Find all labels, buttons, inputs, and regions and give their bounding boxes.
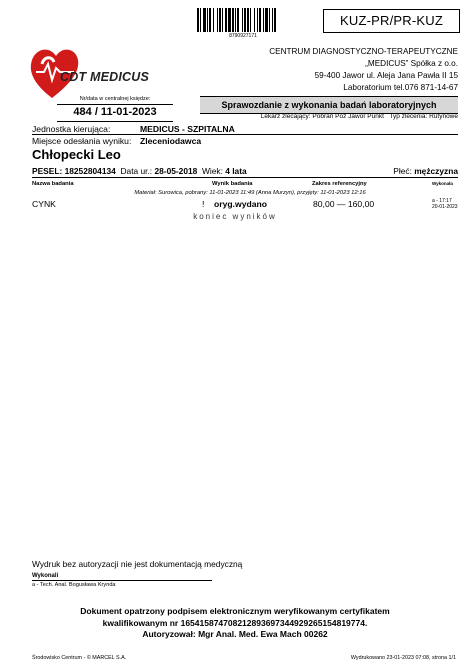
registry-value: 484 / 11-01-2023 <box>73 106 157 118</box>
divider <box>32 177 458 178</box>
logo-text: CDT MEDICUS <box>60 70 150 84</box>
order-type: Typ zlecenia: Rutynowe <box>389 113 458 120</box>
end-of-results: koniec wyników <box>193 212 277 221</box>
cert-line1: Dokument opatrzony podpisem elektronicznym weryfikowanym certyfikatem <box>80 606 390 616</box>
test-name: CYNK <box>32 199 56 209</box>
pesel-label: PESEL: <box>32 166 63 176</box>
print-info: Wydrukowano 23-01-2023 07:08, strona 1/1 <box>350 655 456 661</box>
registry-label: Nr/data w centralnej księdze: <box>79 96 151 102</box>
age-label: Wiek: <box>201 166 223 176</box>
ordering-doctor: Lekarz zlecający: Pobrań Poz Jawor Punkt <box>260 113 384 120</box>
result-flag: ! <box>202 199 205 209</box>
reference-range: 80,00 — 160,00 <box>313 199 375 209</box>
divider <box>32 134 458 135</box>
authorization-note: Wydruk bez autoryzacji nie jest dokumentacją medyczną <box>32 559 243 569</box>
center-info <box>269 46 458 94</box>
dob-label: Data ur.: <box>120 166 153 176</box>
cert-authorizer: Autoryzował: Mgr Anal. Med. Ewa Mach 00262 <box>142 629 328 639</box>
pesel-value: 18252804134 <box>64 166 116 176</box>
barcode-number: 8790927171 <box>229 33 257 39</box>
dob-value: 28-05-2018 <box>154 166 198 176</box>
barcode <box>197 8 289 32</box>
center-name-line2: „MEDICUS” Spółka z o.o. <box>365 59 458 68</box>
age-value: 4 lata <box>225 166 247 176</box>
patient-name: Chłopecki Leo <box>32 147 121 162</box>
material-info: Materiał: Surowica, pobrany: 11-01-2023 11:49 (Anna Murzyn), przyjęty: 11-01-2023 12:16 <box>134 190 366 196</box>
unit-label: Jednostka kierująca: <box>32 124 111 134</box>
divider <box>32 580 212 581</box>
unit-value: MEDICUS - SZPITALNA <box>140 124 235 134</box>
divider <box>57 121 173 122</box>
center-phone: Laboratorium tel.076 871-14-67 <box>343 83 458 92</box>
destination-value: Zleceniodawca <box>140 136 202 146</box>
center-name-line1: CENTRUM DIAGNOSTYCZNO-TERAPEUTYCZNE <box>269 47 458 56</box>
divider <box>57 104 173 105</box>
report-subtitle <box>200 113 458 120</box>
document-code: KUZ-PR/PR-KUZ <box>323 9 460 33</box>
destination-label: Miejsce odesłania wyniku: <box>32 136 132 146</box>
sex-label: Płeć: <box>393 166 412 176</box>
sex-info <box>393 166 458 176</box>
performers-label: Wykonali <box>32 573 59 579</box>
result-value: oryg.wydano <box>214 199 268 209</box>
col-header-name: Nazwa badania <box>32 181 74 187</box>
performer-date: 20-01-2023 <box>432 204 458 210</box>
certificate-block <box>0 606 470 641</box>
sex-value: mężczyzna <box>414 166 458 176</box>
col-header-performer: Wykonała <box>432 181 453 186</box>
software-credit: Środowisko Centrum - © MARCEL S.A. <box>32 655 127 661</box>
patient-info <box>32 166 247 176</box>
cert-line2: kwalifikowanym nr 165415874708212893697344929265154819774. <box>102 617 368 628</box>
col-header-range: Zakres referencyjny <box>312 181 367 187</box>
center-address: 59-400 Jawor ul. Aleja Jana Pawła II 15 <box>314 71 458 80</box>
performer-name: a - Tech. Anal. Bogusława Krynda <box>32 582 116 588</box>
col-header-result: Wynik badania <box>212 181 253 187</box>
performer-time: a - 17:17 <box>432 198 452 204</box>
report-title: Sprawozdanie z wykonania badań laboratoryjnych <box>200 96 458 114</box>
